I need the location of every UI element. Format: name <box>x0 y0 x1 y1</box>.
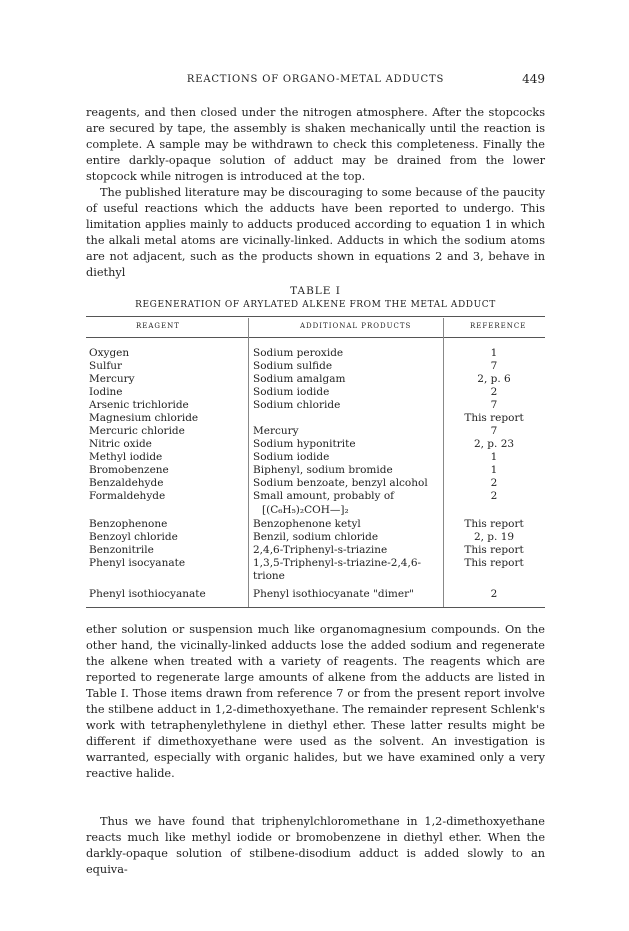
table-row <box>0 399 629 412</box>
table-cell-product: Sodium iodide <box>253 451 330 463</box>
table-row <box>0 425 629 438</box>
table-row <box>0 477 629 490</box>
table-cell-reagent: Nitric oxide <box>89 438 152 450</box>
table-cell-product: Sodium benzoate, benzyl alcohol <box>253 477 428 489</box>
table-row <box>0 373 629 386</box>
paragraph-2: The published literature may be discouraging to some because of the paucity of useful reactions which the adducts have been reported to undergo. This limitation applies mainly to adducts produced according to equation 1 in which the alkali metal atoms are vicinally-linked. Adducts in which the sodium atoms are not adjacent, such as the products shown in equations 2 and 3, behave in diethyl <box>86 186 545 279</box>
table-row <box>0 544 629 557</box>
table-cell-reagent: Arsenic trichloride <box>89 399 189 411</box>
table-cell-reference: 1 <box>490 347 498 359</box>
table-cell-reference: This report <box>464 557 524 569</box>
table-cell-reagent: Iodine <box>89 386 123 398</box>
table-row <box>0 412 629 425</box>
table-row <box>0 438 629 451</box>
table-cell-product: 2,4,6-Triphenyl-s-triazine <box>253 544 388 556</box>
table-cell-reagent: Benzophenone <box>89 518 168 530</box>
table-row <box>0 360 629 373</box>
table-cell-reagent: Methyl iodide <box>89 451 163 463</box>
table-row <box>0 504 629 517</box>
table-cell-reference: 2, p. 19 <box>473 531 515 543</box>
table-cell-reagent: Oxygen <box>89 347 130 359</box>
table-header-reagent: REAGENT <box>136 322 180 330</box>
table-header-reference: REFERENCE <box>470 322 527 330</box>
table-cell-reagent: Phenyl isothiocyanate <box>89 588 206 600</box>
table-row <box>0 518 629 531</box>
table-cell-reference: 7 <box>490 425 498 437</box>
paragraph-4: Thus we have found that triphenylchloromethane in 1,2-dimethoxyethane reacts much like methyl iodide or bromobenzene in diethyl ether. When the darkly-opaque solution of stilbene-disodium adduct is added slowly to an equiva- <box>86 815 545 876</box>
table-cell-reference: 2, p. 6 <box>477 373 511 385</box>
table-cell-reference: This report <box>464 544 524 556</box>
table-cell-product: Phenyl isothiocyanate "dimer" <box>253 588 414 600</box>
table-cell-reference: 7 <box>490 360 498 372</box>
table-row <box>0 386 629 399</box>
page-number: 449 <box>522 72 545 86</box>
table-cell-product: Biphenyl, sodium bromide <box>253 464 393 476</box>
table-cell-product: Sodium iodide <box>253 386 330 398</box>
table-cell-product: Sodium peroxide <box>253 347 344 359</box>
table-cell-reagent: Benzonitrile <box>89 544 154 556</box>
table-row <box>0 451 629 464</box>
table-cell-product: Mercury <box>253 425 299 437</box>
table-cell-product: Sodium amalgam <box>253 373 346 385</box>
table-cell-reference: 2 <box>490 386 498 398</box>
table-cell-product: trione <box>253 570 285 582</box>
paragraph-3: ether solution or suspension much like organomagnesium compounds. On the other hand, the vicinally-linked adducts lose the added sodium and regenerate the alkene when treated with a variety of reagents. The reagents which are reported to regenerate large amounts of alkene from the adducts are listed in Table I. Those items drawn from reference 7 or from the present report involve the stilbene adduct in 1,2-dimethoxyethane. The remainder represent Schlenk's work with tetraphenylethylene in diethyl ether. These latter results might be different if dimethoxyethane were used as the solvent. An investigation is warranted, especially with organic halides, but we have examined only a very reactive halide. <box>86 623 545 780</box>
table-row <box>0 557 629 570</box>
table-cell-reagent: Benzaldehyde <box>89 477 164 489</box>
table-row <box>0 531 629 544</box>
table-row <box>0 464 629 477</box>
table-cell-product: 1,3,5-Triphenyl-s-triazine-2,4,6- <box>253 557 422 569</box>
running-head: REACTIONS OF ORGANO-METAL ADDUCTS <box>186 74 445 85</box>
table-top-rule <box>86 316 545 317</box>
table-caption: REGENERATION OF ARYLATED ALKENE FROM THE METAL ADDUCT <box>135 300 496 310</box>
table-header-additional-products: ADDITIONAL PRODUCTS <box>300 322 412 330</box>
table-cell-product: Benzil, sodium chloride <box>253 531 379 543</box>
table-cell-reagent: Phenyl isocyanate <box>89 557 186 569</box>
table-cell-reference: 1 <box>490 451 498 463</box>
table-cell-product: Sodium chloride <box>253 399 341 411</box>
table-cell-reagent: Formaldehyde <box>89 490 166 502</box>
table-cell-product: [(C₆H₅)₂COH—]₂ <box>262 504 349 516</box>
table-cell-product: Small amount, probably of <box>253 490 395 502</box>
table-cell-reagent: Magnesium chloride <box>89 412 199 424</box>
table-cell-reference: 2 <box>490 588 498 600</box>
table-cell-reagent: Benzoyl chloride <box>89 531 178 543</box>
table-row <box>0 570 629 583</box>
table-cell-reagent: Mercuric chloride <box>89 425 185 437</box>
table-cell-reference: 2, p. 23 <box>473 438 515 450</box>
table-cell-product: Benzophenone ketyl <box>253 518 361 530</box>
table-cell-reagent: Bromobenzene <box>89 464 169 476</box>
table-cell-reference: This report <box>464 412 524 424</box>
table-row <box>0 347 629 360</box>
table-cell-product: Sodium sulfide <box>253 360 333 372</box>
table-bottom-rule <box>86 607 545 608</box>
paragraph-1: reagents, and then closed under the nitrogen atmosphere. After the stopcocks are secured by tape, the assembly is shaken mechanically until the reaction is complete. A sample may be withdrawn to check this completeness. Finally the entire darkly-opaque solution of adduct may be drained from the lower stopcock while nitrogen is introduced at the top. <box>86 106 545 183</box>
table-cell-reference: 1 <box>490 464 498 476</box>
table-cell-reference: 7 <box>490 399 498 411</box>
table-cell-reference: 2 <box>490 477 498 489</box>
table-cell-product: Sodium hyponitrite <box>253 438 356 450</box>
table-cell-reference: This report <box>464 518 524 530</box>
table-cell-reference: 2 <box>490 490 498 502</box>
table-row <box>0 588 629 601</box>
table-header-rule <box>86 337 545 338</box>
table-title: TABLE I <box>290 285 341 297</box>
table-cell-reagent: Mercury <box>89 373 135 385</box>
table-row <box>0 490 629 503</box>
table-cell-reagent: Sulfur <box>89 360 122 372</box>
